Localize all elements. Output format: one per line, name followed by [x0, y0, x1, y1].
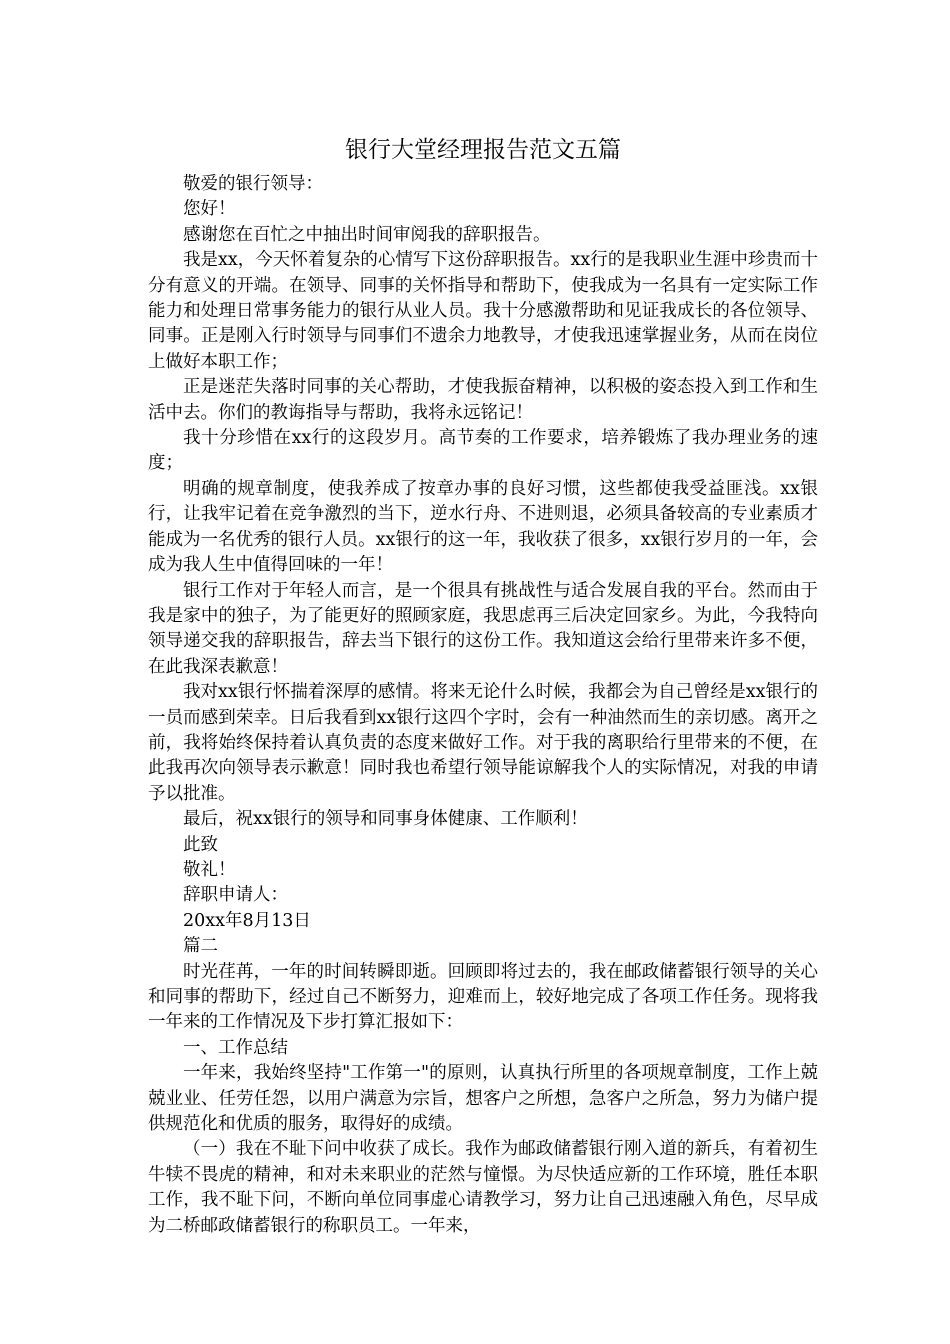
- closing: 敬礼！: [183, 859, 236, 880]
- paragraph: （一）我在不耻下问中收获了成长。我作为邮政储蓄银行刚入道的新兵，有着初生牛犊不畏虎的精神，和对未来职业的茫然与憧憬。为尽快适应新的工作环境，胜任本职工作，我不耻下问，不断向单位同事虚心请教学习，努力让自己迅速融入角色，尽早成为二桥邮政储蓄银行的称职员工。一年来，: [148, 1139, 818, 1236]
- salutation: 敬爱的银行领导：: [183, 174, 323, 194]
- paragraph: 我十分珍惜在xx行的这段岁月。高节奏的工作要求，培养锻炼了我办理业务的速度；: [148, 428, 818, 474]
- date: 20xx年8月13日: [183, 910, 311, 931]
- paragraph: 我对xx银行怀揣着深厚的感情。将来无论什么时候，我都会为自己曾经是xx银行的一员而感到荣幸。日后我看到xx银行这四个字时，会有一种油然而生的亲切感。离开之前，我将始终保持着认真负责的态度来做好工作。对于我的离职给行里带来的不便，在此我再次向领导表示歉意！同时我也希望行领导能谅解我个人的实际情况，对我的申请予以批准。: [148, 682, 818, 804]
- paragraph: 一年来，我始终坚持"工作第一"的原则，认真执行所里的各项规章制度，工作上兢兢业业、任劳任怨，以用户满意为宗旨，想客户之所想，急客户之所急，努力为储户提供规范化和优质的服务，取得好的成绩。: [148, 1063, 818, 1135]
- paragraph: 明确的规章制度，使我养成了按章办事的良好习惯，这些都使我受益匪浅。xx银行，让我牢记着在竞争激烈的当下，逆水行舟、不进则退，必须具备较高的专业素质才能成为一名优秀的银行人员。xx银行的这一年，我收获了很多，xx银行岁月的一年，会成为我人生中值得回味的一年！: [148, 478, 818, 576]
- section-heading: 篇二: [183, 936, 218, 957]
- closing: 此致: [183, 834, 218, 855]
- document-body: [148, 172, 818, 1239]
- document-title: 银行大堂经理报告范文五篇: [345, 137, 621, 163]
- paragraph: 最后，祝xx银行的领导和同事身体健康、工作顺利！: [183, 809, 588, 830]
- paragraph: 我是xx，今天怀着复杂的心情写下这份辞职报告。xx行的是我职业生涯中珍贵而十分有意义的开端。在领导、同事的关怀指导和帮助下，使我成为一名具有一定实际工作能力和处理日常事务能力的银行从业人员。我十分感激帮助和见证我成长的各位领导、同事。正是刚入行时领导与同事们不遗余力地教导，才使我迅速掌握业务，从而在岗位上做好本职工作；: [148, 250, 818, 372]
- section-heading: 一、工作总结: [183, 1037, 288, 1058]
- paragraph: 时光荏苒，一年的时间转瞬即逝。回顾即将过去的，我在邮政储蓄银行领导的关心和同事的帮助下，经过自己不断努力，迎难而上，较好地完成了各项工作任务。现将我一年来的工作情况及下步打算汇报如下：: [148, 961, 818, 1033]
- greeting: 您好！: [183, 199, 236, 220]
- document-page: [148, 132, 818, 1239]
- paragraph: 银行工作对于年轻人而言，是一个很具有挑战性与适合发展自我的平台。然而由于我是家中的独子，为了能更好的照顾家庭，我思虑再三后决定回家乡。为此，今我特向领导递交我的辞职报告，辞去当下银行的这份工作。我知道这会给行里带来许多不便，在此我深表歉意！: [148, 580, 818, 677]
- paragraph: 感谢您在百忙之中抽出时间审阅我的辞职报告。: [183, 224, 551, 245]
- signature-label: 辞职申请人：: [183, 885, 288, 906]
- paragraph: 正是迷茫失落时同事的关心帮助，才使我振奋精神，以积极的姿态投入到工作和生活中去。你们的教诲指导与帮助，我将永远铭记！: [148, 377, 818, 423]
